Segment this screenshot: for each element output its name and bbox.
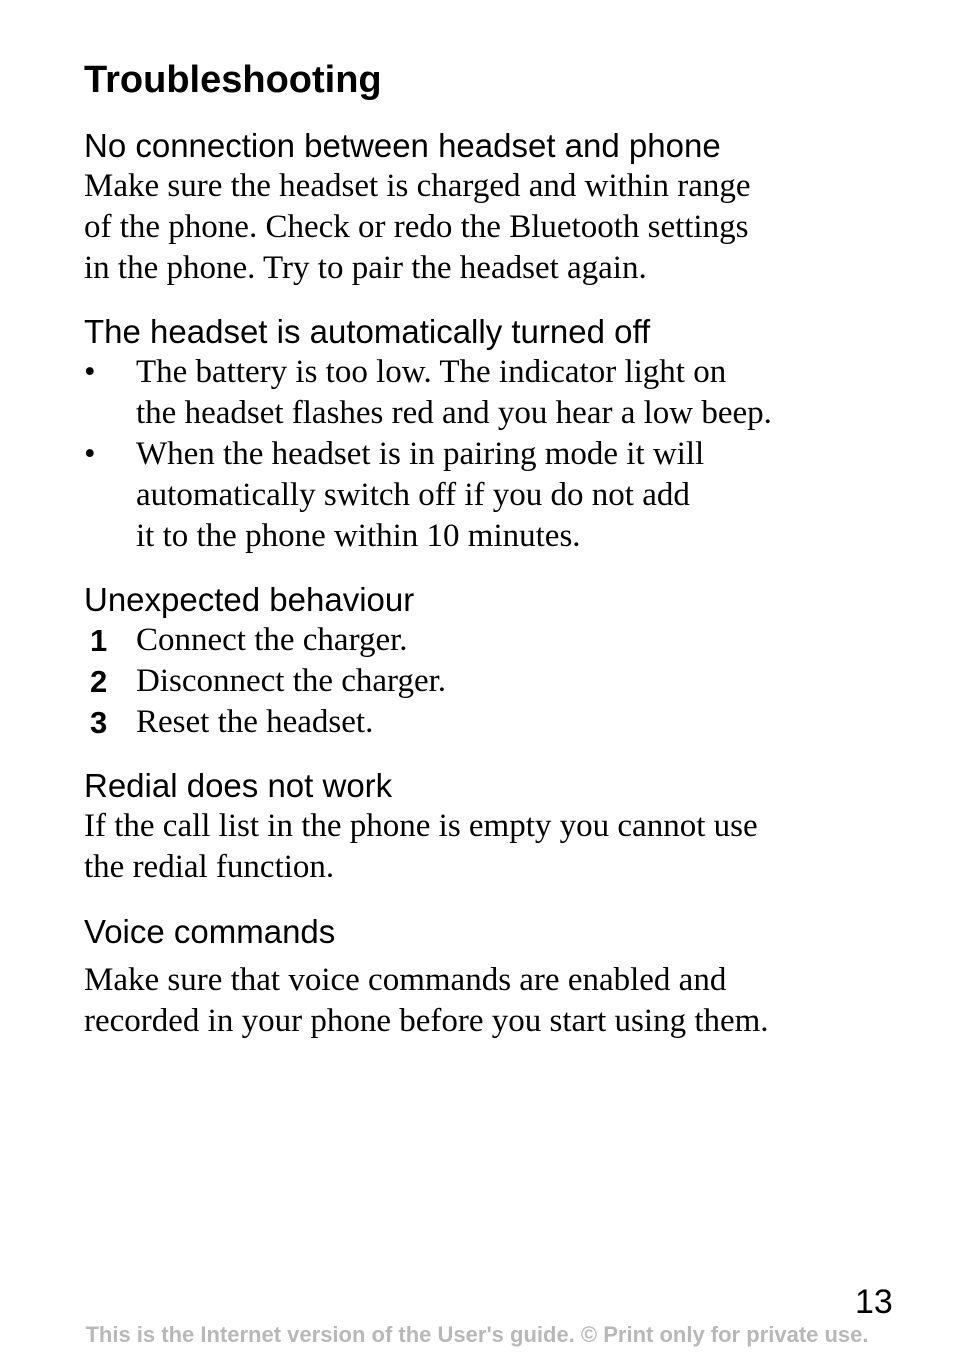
list-item — [84, 702, 874, 743]
page-title: Troubleshooting — [84, 59, 382, 101]
list-item — [84, 352, 874, 434]
body-line: recorded in your phone before you start using them. — [84, 1003, 769, 1039]
body-line: of the phone. Check or redo the Bluetooth settings — [84, 209, 749, 245]
section-heading: Unexpected behaviour — [84, 581, 415, 618]
section-turned-off — [84, 311, 874, 557]
section-heading: Redial does not work — [84, 767, 393, 804]
list-item — [84, 661, 874, 702]
body-line: in the phone. Try to pair the headset again. — [84, 250, 647, 286]
step-text: Connect the charger. — [136, 622, 408, 658]
step-number: 1 — [90, 623, 108, 658]
list-item — [84, 434, 874, 557]
step-text: Disconnect the charger. — [136, 663, 447, 699]
section-body — [84, 806, 874, 888]
section-voice-commands — [84, 911, 874, 1042]
body-line: If the call list in the phone is empty you cannot use — [84, 808, 758, 844]
body-line: Make sure the headset is charged and within range — [84, 168, 751, 204]
list-item-line: When the headset is in pairing mode it will — [136, 436, 705, 472]
bullet-list — [84, 352, 874, 557]
section-body — [84, 166, 874, 289]
list-item-line: the headset flashes red and you hear a low beep. — [136, 395, 772, 431]
list-item-line: it to the phone within 10 minutes. — [136, 518, 581, 554]
page-number: 13 — [855, 1283, 893, 1321]
bullet-icon: • — [84, 354, 96, 390]
step-list — [84, 620, 874, 743]
step-text: Reset the headset. — [136, 704, 374, 740]
footer-notice: This is the Internet version of the User's guide. © Print only for private use. — [85, 1322, 869, 1347]
section-body — [84, 960, 874, 1042]
list-item-line: automatically switch off if you do not add — [136, 477, 690, 513]
bullet-icon: • — [84, 436, 96, 472]
body-line: Make sure that voice commands are enabled and — [84, 962, 727, 998]
section-redial — [84, 765, 874, 888]
list-item — [84, 620, 874, 661]
body-line: the redial function. — [84, 849, 335, 885]
section-heading: Voice commands — [84, 913, 336, 950]
step-number: 2 — [90, 664, 108, 699]
list-item-line: The battery is too low. The indicator light on — [136, 354, 727, 390]
section-heading: No connection between headset and phone — [84, 127, 721, 164]
section-heading: The headset is automatically turned off — [84, 313, 651, 350]
section-no-connection — [84, 125, 874, 289]
step-number: 3 — [90, 705, 108, 740]
section-unexpected-behaviour — [84, 579, 874, 743]
